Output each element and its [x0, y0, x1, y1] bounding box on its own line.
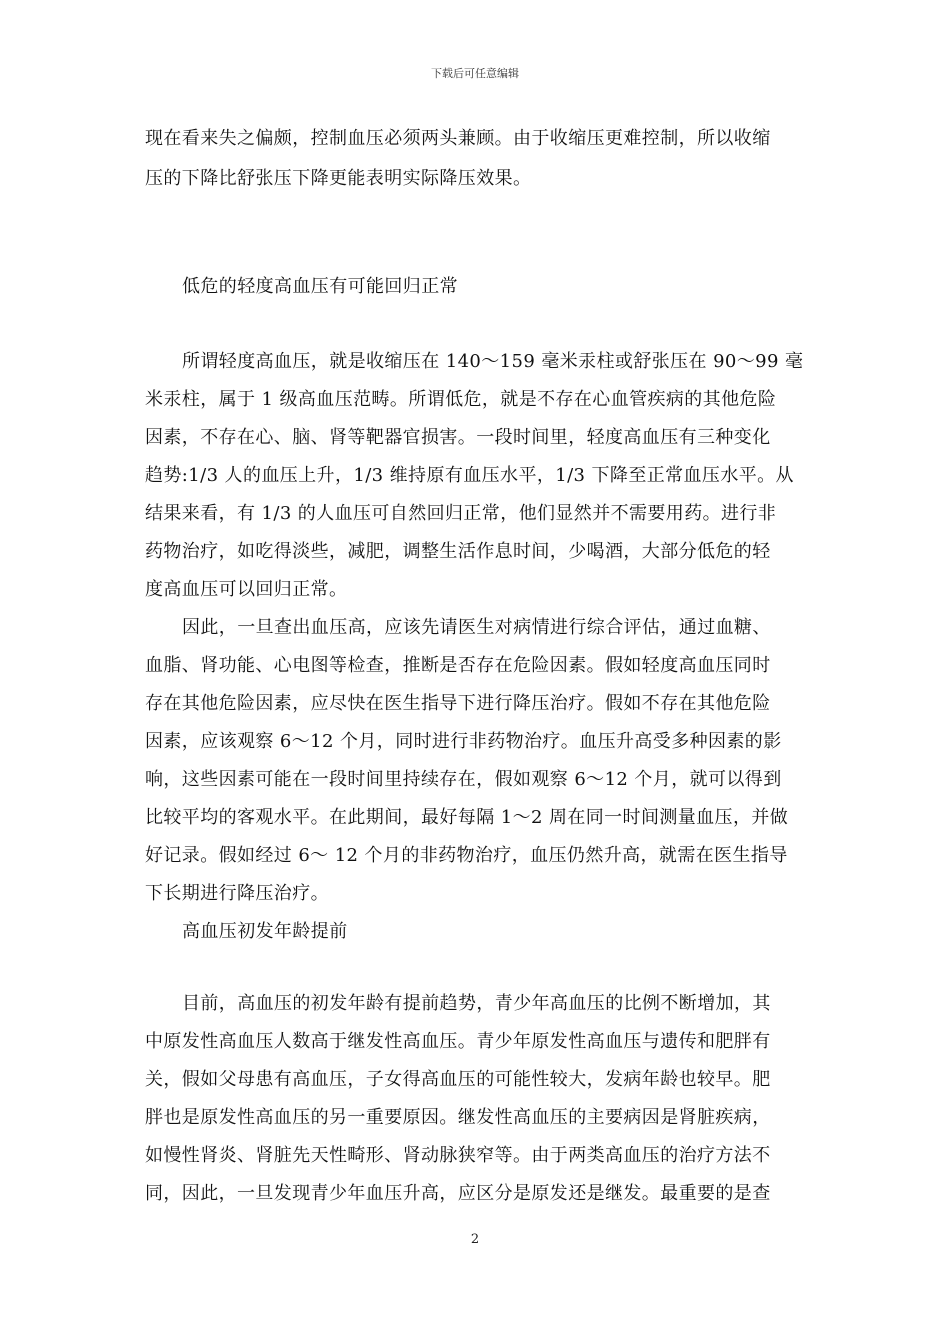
paragraph-line: 下长期进行降压治疗。: [145, 883, 329, 904]
paragraph-line: 米汞柱，属于 1 级高血压范畴。所谓低危，就是不存在心血管疾病的其他危险: [145, 389, 777, 410]
page-number: 2: [470, 1232, 480, 1247]
paragraph-line: 胖也是原发性高血压的另一重要原因。继发性高血压的主要病因是肾脏疾病，: [145, 1107, 771, 1128]
paragraph-line: 度高血压可以回归正常。: [145, 579, 348, 600]
paragraph-line: 药物治疗，如吃得淡些，减肥，调整生活作息时间，少喝酒，大部分低危的轻: [145, 541, 771, 562]
paragraph-line: 所谓轻度高血压，就是收缩压在 140～159 毫米汞柱或舒张压在 90～99 毫: [182, 351, 804, 372]
paragraph-line: 中原发性高血压人数高于继发性高血压。青少年原发性高血压与遗传和肥胖有: [145, 1031, 771, 1052]
paragraph-line: 响，这些因素可能在一段时间里持续存在，假如观察 6～12 个月，就可以得到: [145, 769, 782, 790]
paragraph-line: 血脂、肾功能、心电图等检查，推断是否存在危险因素。假如轻度高血压同时: [145, 655, 771, 676]
paragraph-line: 好记录。假如经过 6～ 12 个月的非药物治疗，血压仍然升高，就需在医生指导: [145, 845, 788, 866]
paragraph-line: 现在看来失之偏颇，控制血压必须两头兼顾。由于收缩压更难控制，所以收缩: [145, 128, 771, 149]
paragraph-line: 因素，不存在心、脑、肾等靶器官损害。一段时间里，轻度高血压有三种变化: [145, 427, 771, 448]
paragraph-line: 结果来看，有 1/3 的人血压可自然回归正常，他们显然并不需要用药。进行非: [145, 503, 777, 524]
paragraph-line: 趋势:1/3 人的血压上升，1/3 维持原有血压水平，1/3 下降至正常血压水平。从: [145, 465, 794, 486]
paragraph-line: 压的下降比舒张压下降更能表明实际降压效果。: [145, 168, 532, 189]
section-heading: 高血压初发年龄提前: [182, 921, 348, 942]
paragraph-line: 因素，应该观察 6～12 个月，同时进行非药物治疗。血压升高受多种因素的影: [145, 731, 782, 752]
paragraph-line: 关，假如父母患有高血压，子女得高血压的可能性较大，发病年龄也较早。肥: [145, 1069, 771, 1090]
section-heading: 低危的轻度高血压有可能回归正常: [182, 276, 458, 297]
paragraph-line: 比较平均的客观水平。在此期间，最好每隔 1～2 周在同一时间测量血压，并做: [145, 807, 789, 828]
paragraph-line: 存在其他危险因素，应尽快在医生指导下进行降压治疗。假如不存在其他危险: [145, 693, 771, 714]
paragraph-line: 同，因此，一旦发现青少年血压升高，应区分是原发还是继发。最重要的是查: [145, 1183, 771, 1204]
paragraph-line: 因此，一旦查出血压高，应该先请医生对病情进行综合评估，通过血糖、: [182, 617, 771, 638]
paragraph-line: 如慢性肾炎、肾脏先天性畸形、肾动脉狭窄等。由于两类高血压的治疗方法不: [145, 1145, 771, 1166]
page-header: 下载后可任意编辑: [431, 67, 519, 80]
paragraph-line: 目前，高血压的初发年龄有提前趋势，青少年高血压的比例不断增加，其: [182, 993, 771, 1014]
